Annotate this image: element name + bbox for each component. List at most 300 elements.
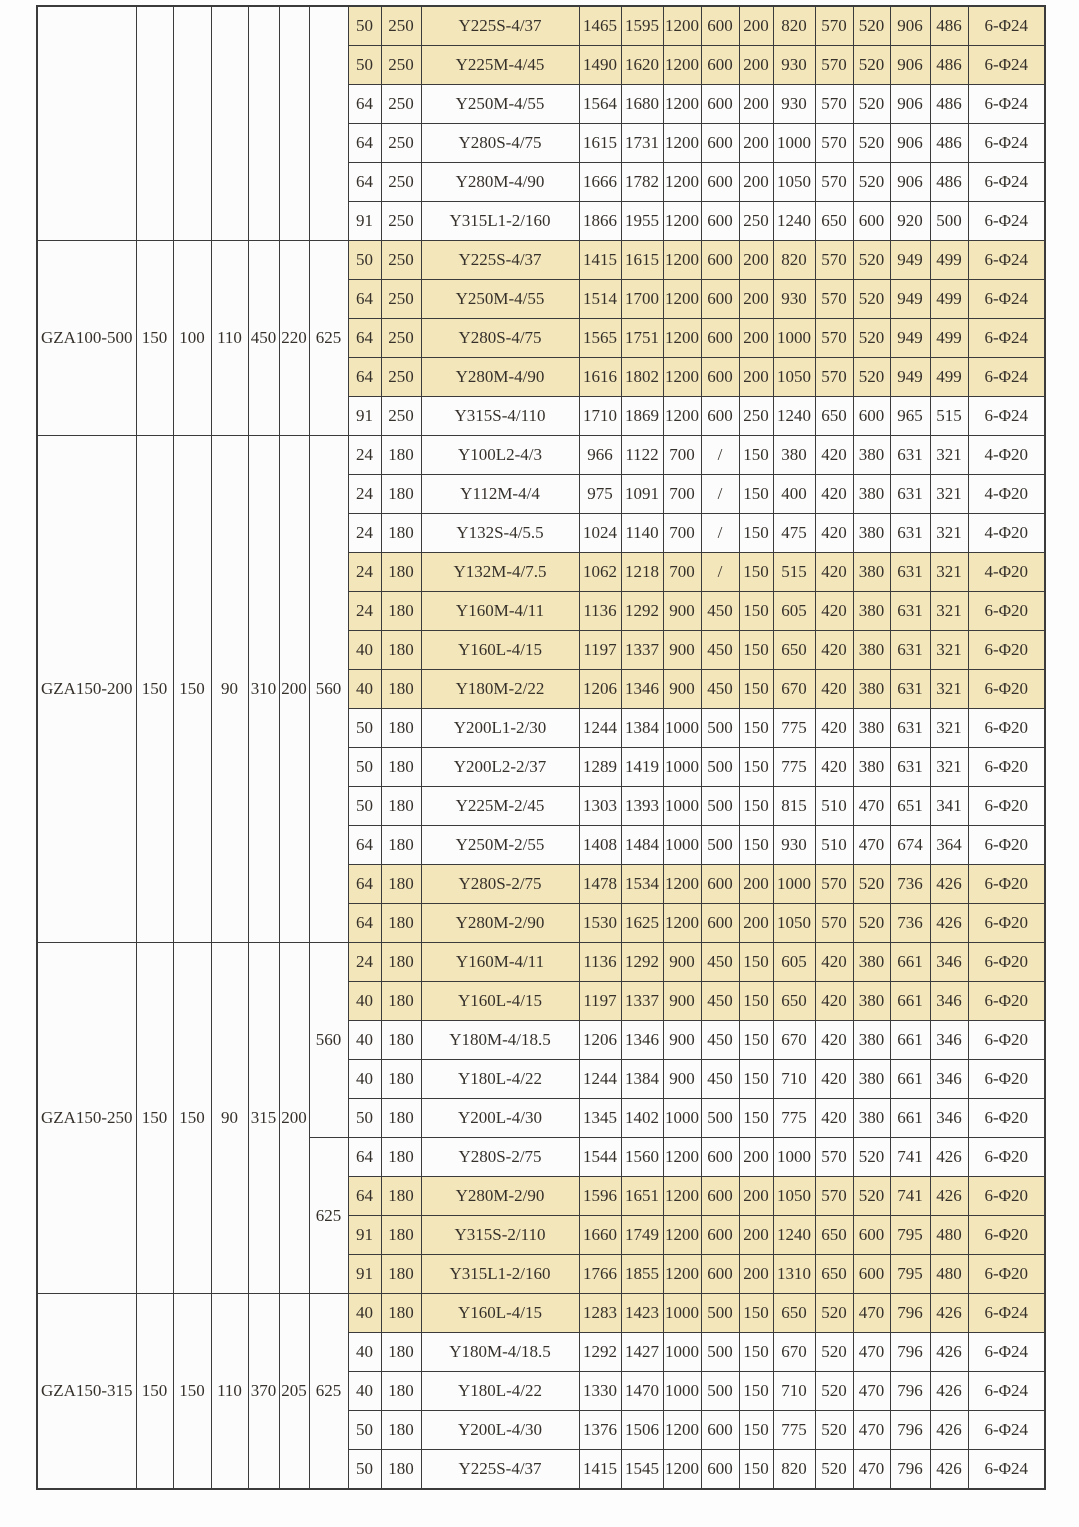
table-cell: 470 (853, 1333, 890, 1372)
table-cell: 500 (701, 787, 739, 826)
depth-cell: 560 (309, 436, 348, 943)
dim-cell (136, 6, 173, 241)
table-cell: 64 (348, 319, 381, 358)
table-cell: 1710 (579, 397, 621, 436)
table-cell: 600 (701, 280, 739, 319)
table-cell: 40 (348, 631, 381, 670)
table-cell: 50 (348, 1411, 381, 1450)
motor-model-cell: Y280S-2/75 (421, 1138, 579, 1177)
table-cell: 180 (381, 1372, 421, 1411)
table-cell: 346 (930, 1060, 968, 1099)
motor-model-cell: Y250M-4/55 (421, 280, 579, 319)
table-cell: 470 (853, 787, 890, 826)
table-cell: 200 (739, 85, 773, 124)
table-cell: 1000 (663, 787, 701, 826)
table-cell: 6-Φ24 (968, 46, 1045, 85)
table-cell: 1337 (621, 982, 663, 1021)
table-cell: 50 (348, 709, 381, 748)
table-cell: 1122 (621, 436, 663, 475)
table-cell: 1660 (579, 1216, 621, 1255)
table-cell: 250 (381, 85, 421, 124)
table-cell: 1136 (579, 592, 621, 631)
table-cell: 795 (890, 1216, 930, 1255)
table-cell: 515 (773, 553, 815, 592)
table-cell: 1802 (621, 358, 663, 397)
table-cell: 700 (663, 514, 701, 553)
table-cell: 1240 (773, 202, 815, 241)
table-cell: 1565 (579, 319, 621, 358)
table-cell: 6-Φ24 (968, 1411, 1045, 1450)
motor-model-cell: Y225M-2/45 (421, 787, 579, 826)
table-cell: 1200 (663, 1255, 701, 1294)
table-cell: 1200 (663, 319, 701, 358)
table-cell: 650 (815, 1216, 853, 1255)
table-cell: 180 (381, 826, 421, 865)
table-cell: 6-Φ24 (968, 1294, 1045, 1333)
table-cell: 1240 (773, 397, 815, 436)
table-cell: 796 (890, 1372, 930, 1411)
table-cell: 1595 (621, 6, 663, 46)
table-cell: 150 (739, 670, 773, 709)
table-cell: / (701, 436, 739, 475)
table-cell: 250 (381, 397, 421, 436)
table-cell: 1000 (663, 709, 701, 748)
table-cell: 1200 (663, 6, 701, 46)
table-cell: 380 (853, 436, 890, 475)
table-cell: 500 (701, 826, 739, 865)
table-cell: 661 (890, 1021, 930, 1060)
table-cell: 250 (739, 397, 773, 436)
table-cell: 1615 (621, 241, 663, 280)
table-cell: 380 (853, 475, 890, 514)
table-row (37, 436, 1045, 475)
table-cell: 426 (930, 1294, 968, 1333)
table-cell: 24 (348, 592, 381, 631)
table-cell: 1869 (621, 397, 663, 436)
dim-cell: 370 (248, 1294, 279, 1490)
table-cell: 180 (381, 1255, 421, 1294)
table-cell: 1200 (663, 397, 701, 436)
table-cell: 50 (348, 241, 381, 280)
table-cell: 1393 (621, 787, 663, 826)
table-cell: 6-Φ20 (968, 943, 1045, 982)
table-cell: 6-Φ20 (968, 748, 1045, 787)
table-cell: 1470 (621, 1372, 663, 1411)
table-cell: 150 (739, 514, 773, 553)
table-cell: 450 (701, 592, 739, 631)
table-cell: 1200 (663, 241, 701, 280)
table-cell: 1200 (663, 904, 701, 943)
table-row (37, 241, 1045, 280)
table-cell: 180 (381, 1099, 421, 1138)
table-cell: 570 (815, 319, 853, 358)
motor-model-cell: Y180M-4/18.5 (421, 1333, 579, 1372)
table-cell: 380 (853, 748, 890, 787)
table-cell: 250 (381, 124, 421, 163)
table-cell: 6-Φ20 (968, 1099, 1045, 1138)
table-cell: 1544 (579, 1138, 621, 1177)
table-cell: 1615 (579, 124, 621, 163)
table-cell: / (701, 514, 739, 553)
table-cell: 486 (930, 163, 968, 202)
table-cell: 420 (815, 709, 853, 748)
table-cell: 346 (930, 943, 968, 982)
table-cell: 6-Φ20 (968, 865, 1045, 904)
table-cell: 1330 (579, 1372, 621, 1411)
table-cell: 64 (348, 85, 381, 124)
table-cell: 1292 (621, 592, 663, 631)
table-cell: 906 (890, 46, 930, 85)
table-cell: 50 (348, 1450, 381, 1490)
table-cell: 700 (663, 475, 701, 514)
motor-model-cell: Y160M-4/11 (421, 592, 579, 631)
dim-cell (173, 6, 211, 241)
table-cell: 380 (853, 982, 890, 1021)
table-cell: 380 (853, 1060, 890, 1099)
table-cell: 426 (930, 865, 968, 904)
motor-model-cell: Y180L-4/22 (421, 1372, 579, 1411)
table-cell: 499 (930, 241, 968, 280)
table-cell: 906 (890, 6, 930, 46)
table-cell: 661 (890, 1099, 930, 1138)
dim-cell: 200 (279, 943, 309, 1294)
table-cell: 150 (739, 1021, 773, 1060)
table-cell: 930 (773, 826, 815, 865)
table-cell: 631 (890, 631, 930, 670)
table-cell: 24 (348, 514, 381, 553)
table-cell: 1200 (663, 202, 701, 241)
table-cell: 1402 (621, 1099, 663, 1138)
table-cell: 966 (579, 436, 621, 475)
table-cell: 900 (663, 1021, 701, 1060)
motor-model-cell: Y132M-4/7.5 (421, 553, 579, 592)
table-cell: 470 (853, 1372, 890, 1411)
table-cell: 40 (348, 1294, 381, 1333)
dim-cell: 90 (211, 436, 248, 943)
table-cell: 661 (890, 1060, 930, 1099)
table-cell: 1514 (579, 280, 621, 319)
table-cell: 346 (930, 982, 968, 1021)
table-cell: 1545 (621, 1450, 663, 1490)
table-cell: 420 (815, 670, 853, 709)
motor-model-cell: Y280S-4/75 (421, 124, 579, 163)
table-cell: 1855 (621, 1255, 663, 1294)
table-cell: 450 (701, 982, 739, 1021)
table-cell: 1200 (663, 865, 701, 904)
table-cell: 91 (348, 202, 381, 241)
table-cell: 180 (381, 1333, 421, 1372)
table-cell: 420 (815, 436, 853, 475)
table-cell: 1000 (663, 826, 701, 865)
motor-model-cell: Y200L1-2/30 (421, 709, 579, 748)
dim-cell: 110 (211, 1294, 248, 1490)
motor-model-cell: Y160L-4/15 (421, 982, 579, 1021)
table-cell: 570 (815, 280, 853, 319)
table-cell: 91 (348, 397, 381, 436)
table-cell: 1292 (621, 943, 663, 982)
table-cell: 91 (348, 1255, 381, 1294)
table-cell: 486 (930, 85, 968, 124)
motor-model-cell: Y280S-2/75 (421, 865, 579, 904)
dim-cell (211, 6, 248, 241)
table-cell: 520 (815, 1294, 853, 1333)
spec-table (36, 5, 1046, 1490)
table-cell: 180 (381, 1138, 421, 1177)
table-cell: 1484 (621, 826, 663, 865)
table-cell: 1700 (621, 280, 663, 319)
table-cell: 426 (930, 1333, 968, 1372)
model-cell (37, 6, 136, 241)
table-cell: 150 (739, 709, 773, 748)
table-cell: 1000 (663, 748, 701, 787)
spec-table-body (37, 6, 1045, 1489)
table-cell: 180 (381, 1294, 421, 1333)
table-cell: 1140 (621, 514, 663, 553)
table-cell: 1240 (773, 1216, 815, 1255)
table-cell: 1427 (621, 1333, 663, 1372)
table-cell: 570 (815, 6, 853, 46)
table-cell: 150 (739, 1450, 773, 1490)
table-cell: 965 (890, 397, 930, 436)
table-cell: 200 (739, 904, 773, 943)
table-cell: 200 (739, 358, 773, 397)
table-cell: 250 (381, 202, 421, 241)
table-cell: 1651 (621, 1177, 663, 1216)
table-cell: 775 (773, 1099, 815, 1138)
motor-model-cell: Y280M-2/90 (421, 1177, 579, 1216)
table-cell: 250 (381, 46, 421, 85)
table-cell: 1200 (663, 1138, 701, 1177)
table-cell: 200 (739, 1138, 773, 1177)
table-cell: 520 (853, 1177, 890, 1216)
table-cell: 380 (853, 514, 890, 553)
model-cell: GZA150-200 (37, 436, 136, 943)
table-cell: 900 (663, 592, 701, 631)
table-cell: 500 (701, 1099, 739, 1138)
table-cell: 1244 (579, 1060, 621, 1099)
dim-cell: 220 (279, 241, 309, 436)
table-cell: 200 (739, 319, 773, 358)
motor-model-cell: Y315L1-2/160 (421, 202, 579, 241)
table-cell: 420 (815, 514, 853, 553)
table-cell: 700 (663, 436, 701, 475)
table-cell: 500 (930, 202, 968, 241)
table-cell: 600 (701, 6, 739, 46)
table-cell: 1000 (773, 124, 815, 163)
table-cell: 6-Φ20 (968, 904, 1045, 943)
table-cell: 64 (348, 124, 381, 163)
table-cell: 906 (890, 163, 930, 202)
table-cell: 500 (701, 709, 739, 748)
table-cell: 600 (701, 85, 739, 124)
table-cell: 900 (663, 670, 701, 709)
table-cell: 736 (890, 904, 930, 943)
table-cell: 6-Φ24 (968, 124, 1045, 163)
table-cell: 1376 (579, 1411, 621, 1450)
table-cell: 150 (739, 787, 773, 826)
table-cell: 820 (773, 1450, 815, 1490)
table-cell: 150 (739, 1411, 773, 1450)
table-cell: 64 (348, 826, 381, 865)
table-cell: 91 (348, 1216, 381, 1255)
table-cell: 920 (890, 202, 930, 241)
table-cell: 650 (773, 982, 815, 1021)
table-cell: 605 (773, 592, 815, 631)
table-cell: 520 (815, 1450, 853, 1490)
table-cell: 600 (701, 358, 739, 397)
table-cell: 631 (890, 436, 930, 475)
table-cell: 40 (348, 1021, 381, 1060)
dim-cell: 90 (211, 943, 248, 1294)
dim-cell: 150 (136, 436, 173, 943)
table-cell: 180 (381, 787, 421, 826)
table-cell: 949 (890, 280, 930, 319)
table-cell: 650 (773, 1294, 815, 1333)
table-cell: 40 (348, 1333, 381, 1372)
table-cell: 200 (739, 46, 773, 85)
table-cell: 900 (663, 943, 701, 982)
table-cell: 900 (663, 631, 701, 670)
motor-model-cell: Y160L-4/15 (421, 1294, 579, 1333)
table-cell: 600 (701, 163, 739, 202)
depth-cell: 560 (309, 943, 348, 1138)
table-cell: 420 (815, 982, 853, 1021)
table-cell: 1050 (773, 904, 815, 943)
table-cell: 520 (853, 1138, 890, 1177)
dim-cell (279, 6, 309, 241)
table-cell: 1000 (773, 1138, 815, 1177)
table-cell: 6-Φ20 (968, 1138, 1045, 1177)
table-cell: 600 (701, 865, 739, 904)
table-cell: 499 (930, 319, 968, 358)
table-cell: 510 (815, 787, 853, 826)
table-cell: 631 (890, 748, 930, 787)
table-cell: 930 (773, 280, 815, 319)
table-cell: 1751 (621, 319, 663, 358)
table-cell: 150 (739, 592, 773, 631)
table-cell: 180 (381, 1177, 421, 1216)
table-cell: 741 (890, 1177, 930, 1216)
table-cell: 1218 (621, 553, 663, 592)
table-cell: 150 (739, 748, 773, 787)
table-cell: 520 (853, 904, 890, 943)
table-cell: 50 (348, 787, 381, 826)
table-cell: 346 (930, 1021, 968, 1060)
table-cell: 500 (701, 748, 739, 787)
motor-model-cell: Y250M-2/55 (421, 826, 579, 865)
table-cell: 1244 (579, 709, 621, 748)
motor-model-cell: Y180L-4/22 (421, 1060, 579, 1099)
table-cell: 600 (701, 241, 739, 280)
table-cell: 520 (853, 865, 890, 904)
table-cell: 50 (348, 748, 381, 787)
table-cell: 250 (739, 202, 773, 241)
table-cell: 426 (930, 1450, 968, 1490)
table-cell: 1200 (663, 1216, 701, 1255)
table-cell: 321 (930, 553, 968, 592)
motor-model-cell: Y315S-4/110 (421, 397, 579, 436)
table-cell: 250 (381, 241, 421, 280)
table-cell: 1200 (663, 46, 701, 85)
dim-cell: 100 (173, 241, 211, 436)
table-cell: 1206 (579, 1021, 621, 1060)
motor-model-cell: Y200L2-2/37 (421, 748, 579, 787)
table-cell: 180 (381, 670, 421, 709)
table-cell: 321 (930, 709, 968, 748)
table-cell: 600 (701, 1255, 739, 1294)
table-cell: 1560 (621, 1138, 663, 1177)
table-cell: 420 (815, 553, 853, 592)
table-cell: 1310 (773, 1255, 815, 1294)
table-cell: 600 (853, 1255, 890, 1294)
table-cell: 600 (701, 1411, 739, 1450)
table-cell: 420 (815, 592, 853, 631)
table-cell: 1564 (579, 85, 621, 124)
table-cell: 1866 (579, 202, 621, 241)
table-cell: / (701, 553, 739, 592)
table-cell: 949 (890, 319, 930, 358)
table-cell: 775 (773, 1411, 815, 1450)
table-cell: 486 (930, 124, 968, 163)
table-cell: 6-Φ24 (968, 202, 1045, 241)
table-cell: 500 (701, 1372, 739, 1411)
table-cell: 1530 (579, 904, 621, 943)
table-cell: 480 (930, 1255, 968, 1294)
motor-model-cell: Y132S-4/5.5 (421, 514, 579, 553)
table-cell: 600 (701, 319, 739, 358)
table-cell: 600 (701, 904, 739, 943)
table-cell: 6-Φ24 (968, 1372, 1045, 1411)
table-cell: 200 (739, 241, 773, 280)
table-cell: 341 (930, 787, 968, 826)
table-cell: 1749 (621, 1216, 663, 1255)
table-cell: 820 (773, 6, 815, 46)
table-cell: 24 (348, 475, 381, 514)
table-cell: 499 (930, 280, 968, 319)
table-cell: 420 (815, 631, 853, 670)
table-cell: 1596 (579, 1177, 621, 1216)
table-cell: 50 (348, 1099, 381, 1138)
table-cell: 400 (773, 475, 815, 514)
table-cell: 1200 (663, 163, 701, 202)
table-cell: 1050 (773, 163, 815, 202)
dim-cell: 450 (248, 241, 279, 436)
model-cell: GZA100-500 (37, 241, 136, 436)
table-cell: 4-Φ20 (968, 553, 1045, 592)
motor-model-cell: Y112M-4/4 (421, 475, 579, 514)
motor-model-cell: Y280M-2/90 (421, 904, 579, 943)
table-cell: 6-Φ20 (968, 592, 1045, 631)
table-cell: 570 (815, 46, 853, 85)
table-cell: 6-Φ20 (968, 1255, 1045, 1294)
dim-cell: 310 (248, 436, 279, 943)
table-cell: 1384 (621, 709, 663, 748)
table-cell: 200 (739, 1255, 773, 1294)
table-cell: 710 (773, 1060, 815, 1099)
table-cell: 4-Φ20 (968, 475, 1045, 514)
table-cell: 6-Φ24 (968, 280, 1045, 319)
table-cell: 570 (815, 1177, 853, 1216)
table-cell: 600 (701, 1177, 739, 1216)
table-cell: 380 (853, 670, 890, 709)
table-cell: 180 (381, 982, 421, 1021)
table-cell: 150 (739, 1099, 773, 1138)
motor-model-cell: Y200L-4/30 (421, 1099, 579, 1138)
table-cell: 570 (815, 241, 853, 280)
table-cell: 570 (815, 124, 853, 163)
table-cell: 150 (739, 1294, 773, 1333)
table-cell: 450 (701, 943, 739, 982)
